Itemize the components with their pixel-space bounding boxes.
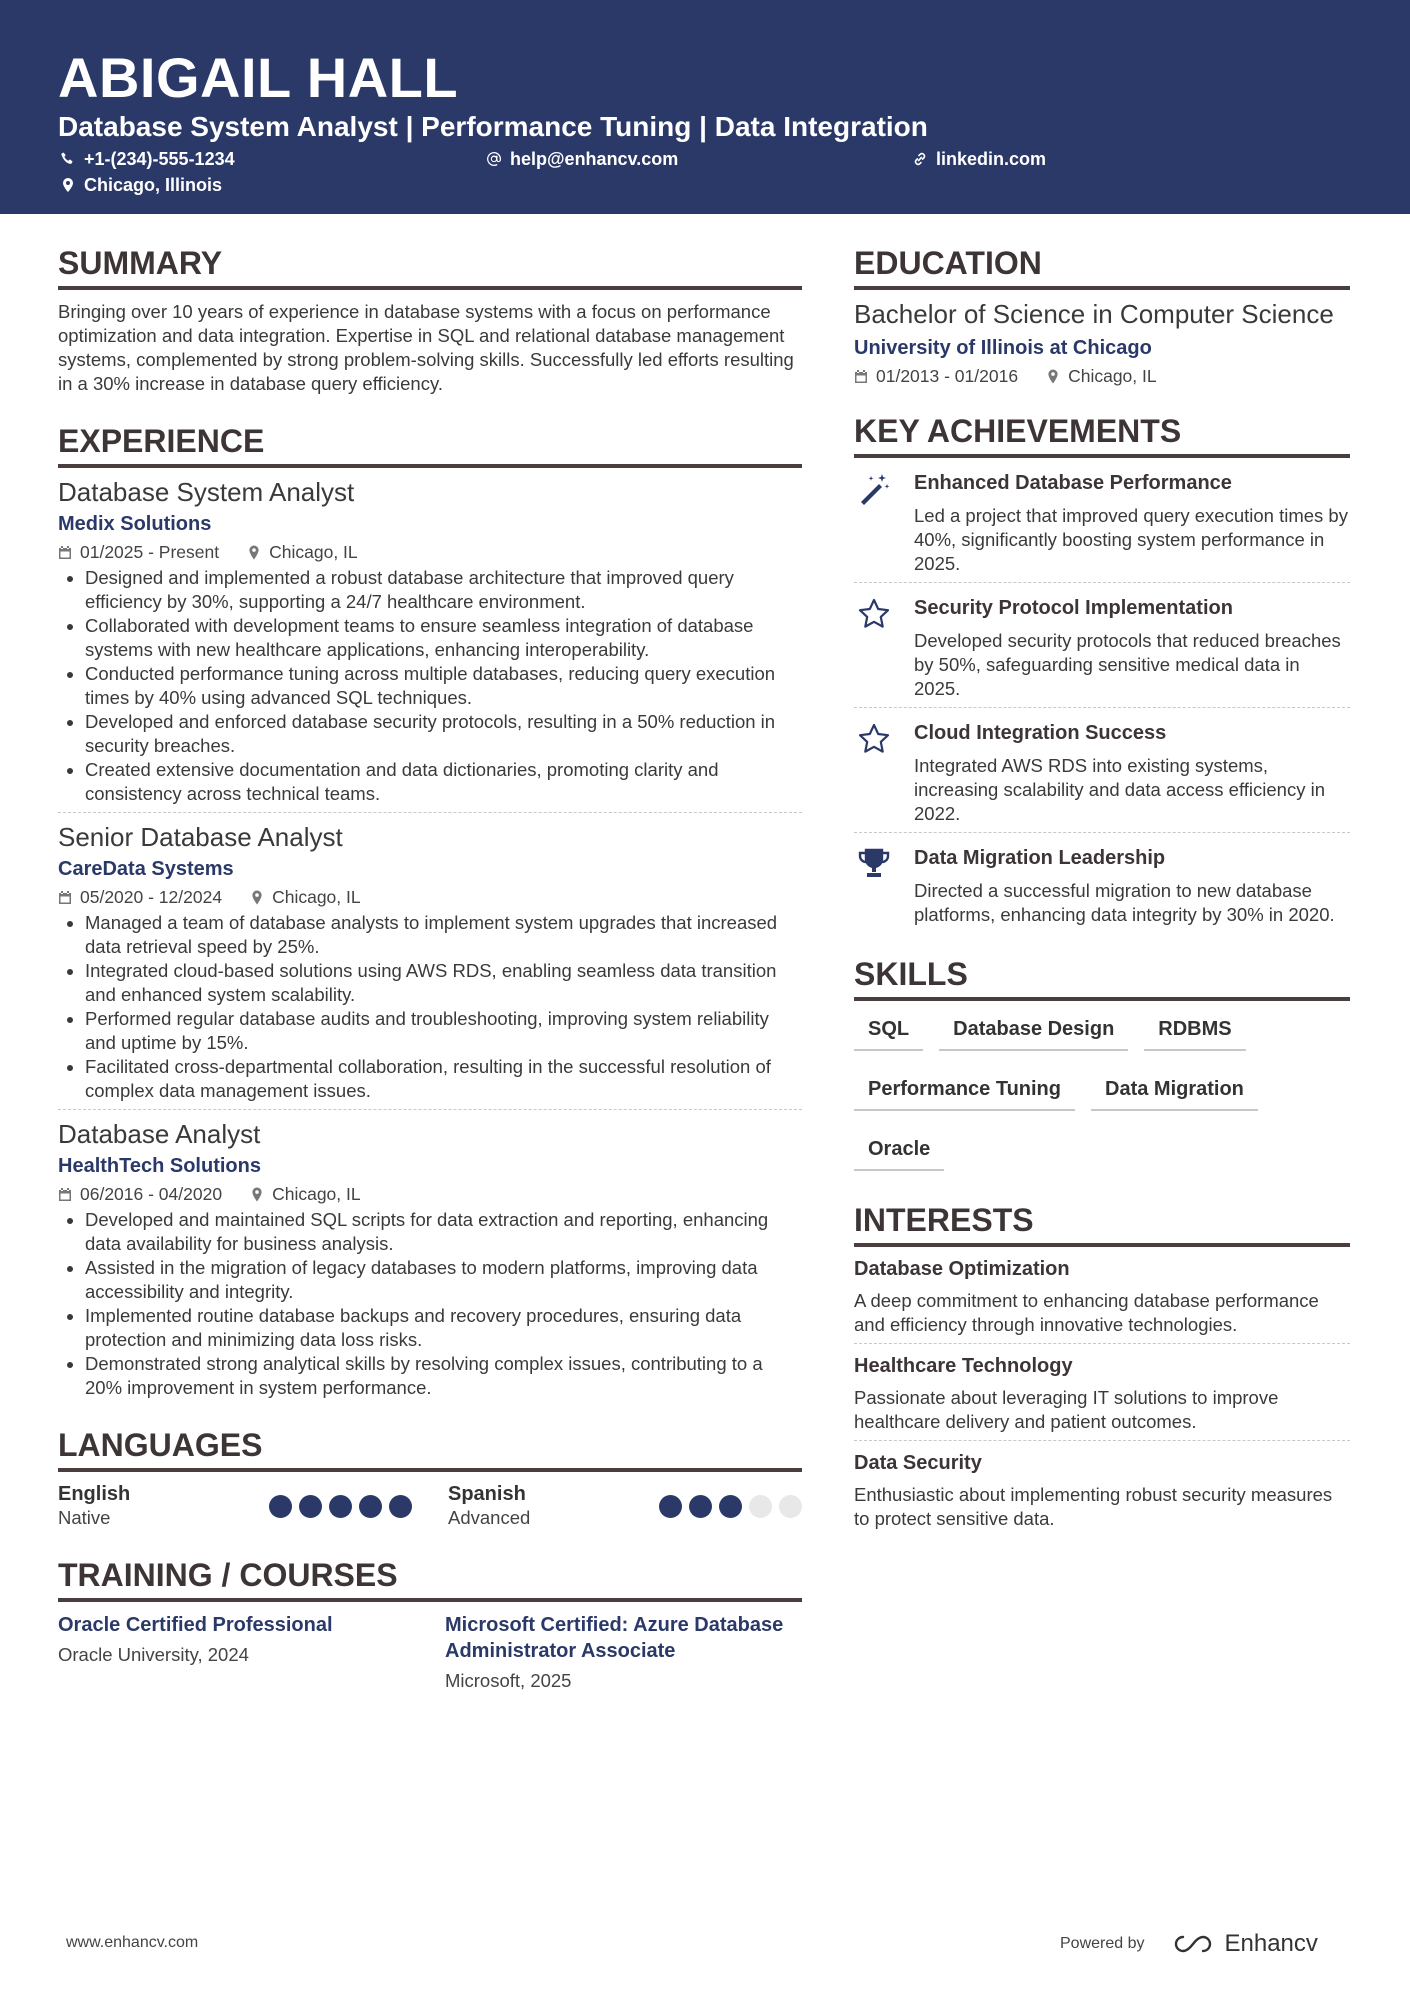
skill-tag: Oracle (854, 1137, 944, 1171)
proficiency-dots (659, 1495, 802, 1518)
phone-icon (60, 151, 76, 167)
language-name: Spanish (448, 1483, 526, 1505)
education-location: Chicago, IL (1068, 366, 1157, 386)
brand-logo[interactable] (1169, 1930, 1318, 1958)
bullet-item: • Developed and maintained SQL scripts for data extraction and reporting, enhancing data availability for business analysis. (85, 1208, 802, 1256)
achievements-section (854, 412, 1350, 933)
proficiency-dot-filled (329, 1495, 352, 1518)
job-title: Database Analyst (58, 1119, 261, 1149)
course-item (58, 1612, 415, 1694)
location-pin-icon (250, 1187, 264, 1202)
calendar-icon (854, 369, 868, 384)
calendar-icon (58, 890, 72, 905)
education-meta (854, 364, 1350, 388)
course-provider: Oracle University, 2024 (58, 1644, 249, 1665)
education-dates: 01/2013 - 01/2016 (876, 366, 1019, 386)
powered-by-label: Powered by (1060, 1935, 1145, 1952)
resume-header (0, 0, 1410, 214)
achievement-title: Enhanced Database Performance (914, 472, 1232, 494)
achievement-item (854, 833, 1350, 933)
job-bullets (58, 911, 802, 1103)
language-item (448, 1482, 802, 1530)
magic-wand-icon (857, 472, 891, 506)
interest-title: Database Optimization (854, 1258, 1070, 1280)
contact-phone[interactable] (60, 148, 235, 170)
summary-section (58, 244, 802, 396)
achievement-title: Cloud Integration Success (914, 722, 1167, 744)
company-name: HealthTech Solutions (58, 1155, 261, 1177)
location-pin-icon (250, 890, 264, 905)
courses-list (58, 1612, 802, 1694)
interest-title: Healthcare Technology (854, 1355, 1073, 1377)
proficiency-dot-filled (299, 1495, 322, 1518)
candidate-name: ABIGAIL HALL (58, 46, 459, 109)
training-section (58, 1556, 802, 1694)
language-name: English (58, 1483, 131, 1505)
company-name: CareData Systems (58, 858, 234, 880)
proficiency-dot-filled (389, 1495, 412, 1518)
training-heading: TRAINING / COURSES (58, 1556, 802, 1602)
job-bullets (58, 1208, 802, 1400)
proficiency-dot-empty (779, 1495, 802, 1518)
right-column (854, 244, 1350, 1537)
bullet-item: • Assisted in the migration of legacy databases to modern platforms, improving data accessibility and integrity. (85, 1256, 802, 1304)
achievement-description: Developed security protocols that reduced breaches by 50%, safeguarding sensitive medical data in 2025. (914, 630, 1341, 699)
experience-heading: EXPERIENCE (58, 422, 802, 468)
job-meta (58, 540, 802, 564)
interest-item (854, 1344, 1350, 1441)
bullet-item: • Facilitated cross-departmental collaboration, resulting in the successful resolution of complex data management issues. (85, 1055, 802, 1103)
contact-location (60, 174, 222, 196)
skills-list (854, 1017, 1350, 1171)
bullet-item: • Developed and enforced database security protocols, resulting in a 50% reduction in security breaches. (85, 710, 802, 758)
languages-list (58, 1482, 802, 1530)
skill-tag: Performance Tuning (854, 1077, 1075, 1111)
star-icon (857, 597, 891, 631)
interest-description: Enthusiastic about implementing robust security measures to protect sensitive data. (854, 1484, 1333, 1529)
languages-section (58, 1426, 802, 1530)
job-meta (58, 1182, 802, 1206)
trophy-icon (857, 847, 891, 881)
languages-heading: LANGUAGES (58, 1426, 802, 1472)
bullet-item: • Implemented routine database backups and recovery procedures, ensuring data protection and minimizing data loss risks. (85, 1304, 802, 1352)
achievement-title: Security Protocol Implementation (914, 597, 1233, 619)
bullet-item: • Collaborated with development teams to ensure seamless integration of database systems with new healthcare applications, enhancing interoperability. (85, 614, 802, 662)
bullet-item: • Conducted performance tuning across multiple databases, reducing query execution times by 40% using advanced SQL techniques. (85, 662, 802, 710)
email-text: help@enhancv.com (510, 149, 679, 169)
bullet-item: • Designed and implemented a robust database architecture that improved query efficiency by 30%, supporting a 24/7 healthcare environment. (85, 566, 802, 614)
skill-tag: Data Migration (1091, 1077, 1258, 1111)
linkedin-text: linkedin.com (936, 149, 1047, 169)
skills-section (854, 955, 1350, 1171)
job-dates: 05/2020 - 12/2024 (80, 887, 223, 907)
footer-website[interactable]: www.enhancv.com (66, 1934, 199, 1951)
bullet-item: • Performed regular database audits and troubleshooting, improving system reliability and uptime by 15%. (85, 1007, 802, 1055)
location-pin-icon (1046, 369, 1060, 384)
education-heading: EDUCATION (854, 244, 1350, 290)
interest-item (854, 1441, 1350, 1537)
job-dates: 01/2025 - Present (80, 542, 220, 562)
bullet-item: • Demonstrated strong analytical skills by resolving complex issues, contributing to a 20% improvement in system performance. (85, 1352, 802, 1400)
language-item (58, 1482, 412, 1530)
course-name: Oracle Certified Professional (58, 1614, 333, 1636)
location-pin-icon (60, 177, 76, 193)
achievement-item (854, 583, 1350, 708)
link-icon (912, 151, 928, 167)
summary-text: Bringing over 10 years of experience in database systems with a focus on performance optimization and data integration. Expertise in SQL and relational database management systems, complemented by strong problem-solving skills. Successfully led efforts resulting in a 30% increase in database query efficiency. (58, 301, 794, 394)
proficiency-dot-filled (689, 1495, 712, 1518)
education-section (854, 244, 1350, 388)
skill-tag: Database Design (939, 1017, 1128, 1051)
at-icon (486, 151, 502, 167)
experience-section (58, 422, 802, 1406)
experience-item (58, 1110, 802, 1406)
proficiency-dots (269, 1495, 412, 1518)
job-location: Chicago, IL (272, 887, 361, 907)
star-icon (857, 722, 891, 756)
achievements-heading: KEY ACHIEVEMENTS (854, 412, 1350, 458)
bullet-item: • Managed a team of database analysts to implement system upgrades that increased data retrieval speed by 25%. (85, 911, 802, 959)
achievement-item (854, 458, 1350, 583)
location-pin-icon (247, 545, 261, 560)
bullet-item: • Integrated cloud-based solutions using AWS RDS, enabling seamless data transition and enhanced system scalability. (85, 959, 802, 1007)
interests-heading: INTERESTS (854, 1201, 1350, 1247)
achievement-description: Directed a successful migration to new database platforms, enhancing data integrity by 30% in 2020. (914, 880, 1335, 925)
brand-name: Enhancv (1224, 1930, 1318, 1957)
left-column (58, 244, 802, 1694)
proficiency-dot-empty (749, 1495, 772, 1518)
achievement-title: Data Migration Leadership (914, 847, 1166, 869)
proficiency-dot-filled (359, 1495, 382, 1518)
job-dates: 06/2016 - 04/2020 (80, 1184, 223, 1204)
proficiency-dot-filled (269, 1495, 292, 1518)
course-item (445, 1612, 802, 1694)
job-title: Database System Analyst (58, 477, 355, 507)
job-location: Chicago, IL (272, 1184, 361, 1204)
language-level: Native (58, 1507, 111, 1528)
skill-tag: RDBMS (1144, 1017, 1245, 1051)
interest-title: Data Security (854, 1452, 982, 1474)
headline: Database System Analyst | Performance Tuning | Data Integration (58, 111, 928, 142)
skill-tag: SQL (854, 1017, 923, 1051)
course-provider: Microsoft, 2025 (445, 1670, 572, 1691)
footer-branding (1060, 1930, 1318, 1958)
summary-heading: SUMMARY (58, 244, 802, 290)
interest-description: A deep commitment to enhancing database performance and efficiency through innovative technologies. (854, 1290, 1319, 1335)
language-level: Advanced (448, 1507, 531, 1528)
interest-item (854, 1247, 1350, 1344)
achievement-item (854, 708, 1350, 833)
bullet-item: • Created extensive documentation and data dictionaries, promoting clarity and consistency across technical teams. (85, 758, 802, 806)
location-text: Chicago, Illinois (84, 175, 223, 195)
enhancv-logo-icon (1169, 1932, 1217, 1956)
company-name: Medix Solutions (58, 513, 212, 535)
achievement-description: Integrated AWS RDS into existing systems, increasing scalability and data access efficiency in 2022. (914, 755, 1325, 824)
interests-section (854, 1201, 1350, 1537)
degree-name: Bachelor of Science in Computer Science (854, 299, 1334, 329)
achievement-description: Led a project that improved query execution times by 40%, significantly boosting system performance in 2025. (914, 505, 1348, 574)
calendar-icon (58, 545, 72, 560)
school-name: University of Illinois at Chicago (854, 337, 1152, 359)
proficiency-dot-filled (719, 1495, 742, 1518)
experience-item (58, 813, 802, 1110)
calendar-icon (58, 1187, 72, 1202)
course-name: Microsoft Certified: Azure Database Administrator Associate (445, 1614, 784, 1662)
job-meta (58, 885, 802, 909)
experience-item (58, 468, 802, 813)
interest-description: Passionate about leveraging IT solutions to improve healthcare delivery and patient outcomes. (854, 1387, 1279, 1432)
proficiency-dot-filled (659, 1495, 682, 1518)
job-title: Senior Database Analyst (58, 822, 343, 852)
job-location: Chicago, IL (269, 542, 358, 562)
contact-email[interactable] (486, 148, 678, 170)
contact-linkedin[interactable] (912, 148, 1046, 170)
phone-text: +1-(234)-555-1234 (84, 149, 235, 169)
job-bullets (58, 566, 802, 806)
skills-heading: SKILLS (854, 955, 1350, 1001)
